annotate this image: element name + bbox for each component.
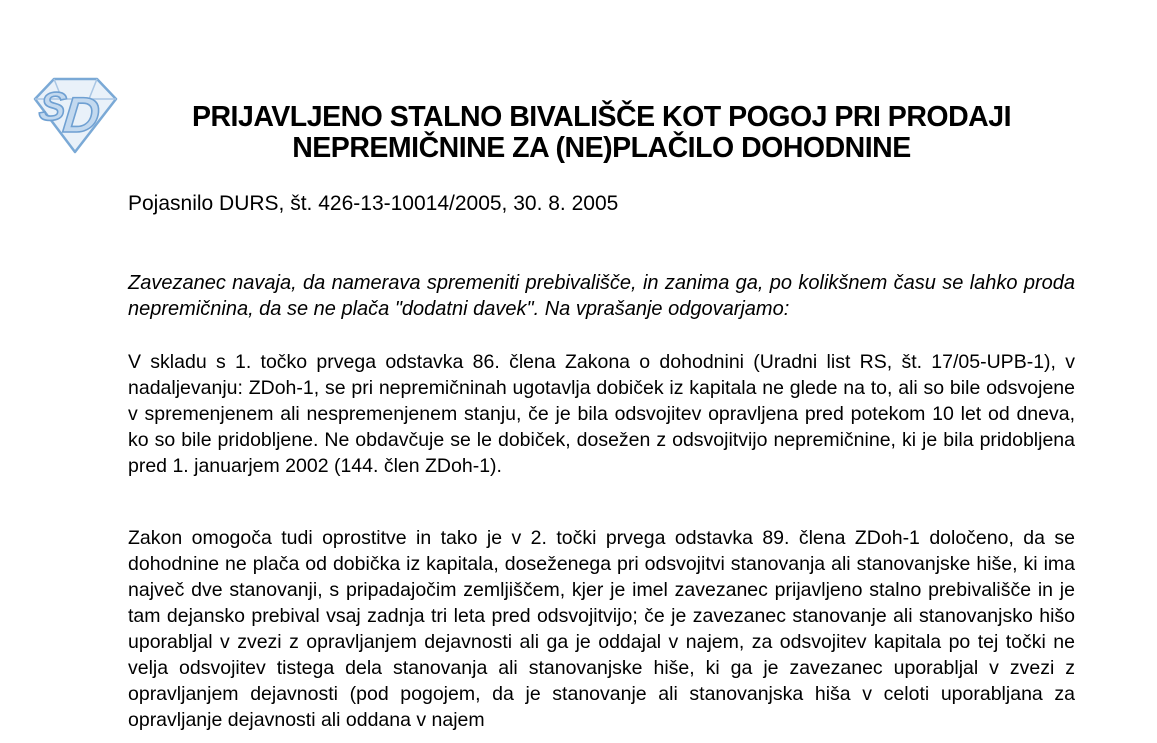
taxpayer-question-paragraph: Zavezanec navaja, da namerava spremeniti prebivališče, in zanima ga, po kolikšnem času se lahko proda nepremičnina, da se ne plača "dodatni davek". Na vprašanje odgovarjamo: <box>128 272 1075 320</box>
body-paragraph-1: V skladu s 1. točko prvega odstavka 86. člena Zakona o dohodnini (Uradni list RS, št. 17/05-UPB-1), v nadaljevanju: ZDoh-1, se pri nepremičninah ugotavlja dobiček iz kapitala ne glede na to, ali so bile odsvojene v spremenjenem ali nespremenjenem stanju, če je bila odsvojitev opravljena pred potekom 10 let od dneva, ko so bile pridobljene. Ne obdavčuje se le dobiček, dosežen z odsvojitvijo nepremičnine, ki je bila pridobljena pred 1. januarjem 2002 (144. člen ZDoh-1). <box>128 351 1075 477</box>
logo-letter-s: S <box>37 85 69 129</box>
sd-diamond-logo <box>27 72 124 156</box>
document-title <box>128 102 1075 164</box>
logo-letter-d: D <box>60 87 103 143</box>
logo-monogram <box>36 85 103 143</box>
document-reference-line: Pojasnilo DURS, št. 426-13-10014/2005, 30. 8. 2005 <box>128 192 619 215</box>
title-line-2: NEPREMIČNINE ZA (NE)PLAČILO DOHODNINE <box>292 132 911 164</box>
body-paragraph-2: Zakon omogoča tudi oprostitve in tako je v 2. točki prvega odstavka 89. člena ZDoh-1 določeno, da se dohodnine ne plača od dobička iz kapitala, doseženega pri odsvojitvi stanovanja ali stanovanjske hiše, ki ima največ dve stanovanji, s pripadajočim zemljiščem, kjer je imel zavezanec prijavljeno stalno prebivališče in je tam dejansko prebival vsaj zadnja tri leta pred odsvojitvijo; če je zavezanec stanovanje ali stanovanjsko hišo uporabljal v zvezi z opravljanjem dejavnosti ali ga je oddajal v najem, za odsvojitev kapitala po tej točki ne velja odsvojitev tistega dela stanovanja ali stanovanjske hiše, ki ga je zavezanec uporabljal v zvezi z opravljanjem dejavnosti (pod pogojem, da je stanovanje ali stanovanjska hiša v celoti uporabljana za opravljanje dejavnosti ali oddana v najem <box>128 527 1075 731</box>
title-line-1: PRIJAVLJENO STALNO BIVALIŠČE KOT POGOJ PRI PRODAJI <box>191 101 1012 133</box>
